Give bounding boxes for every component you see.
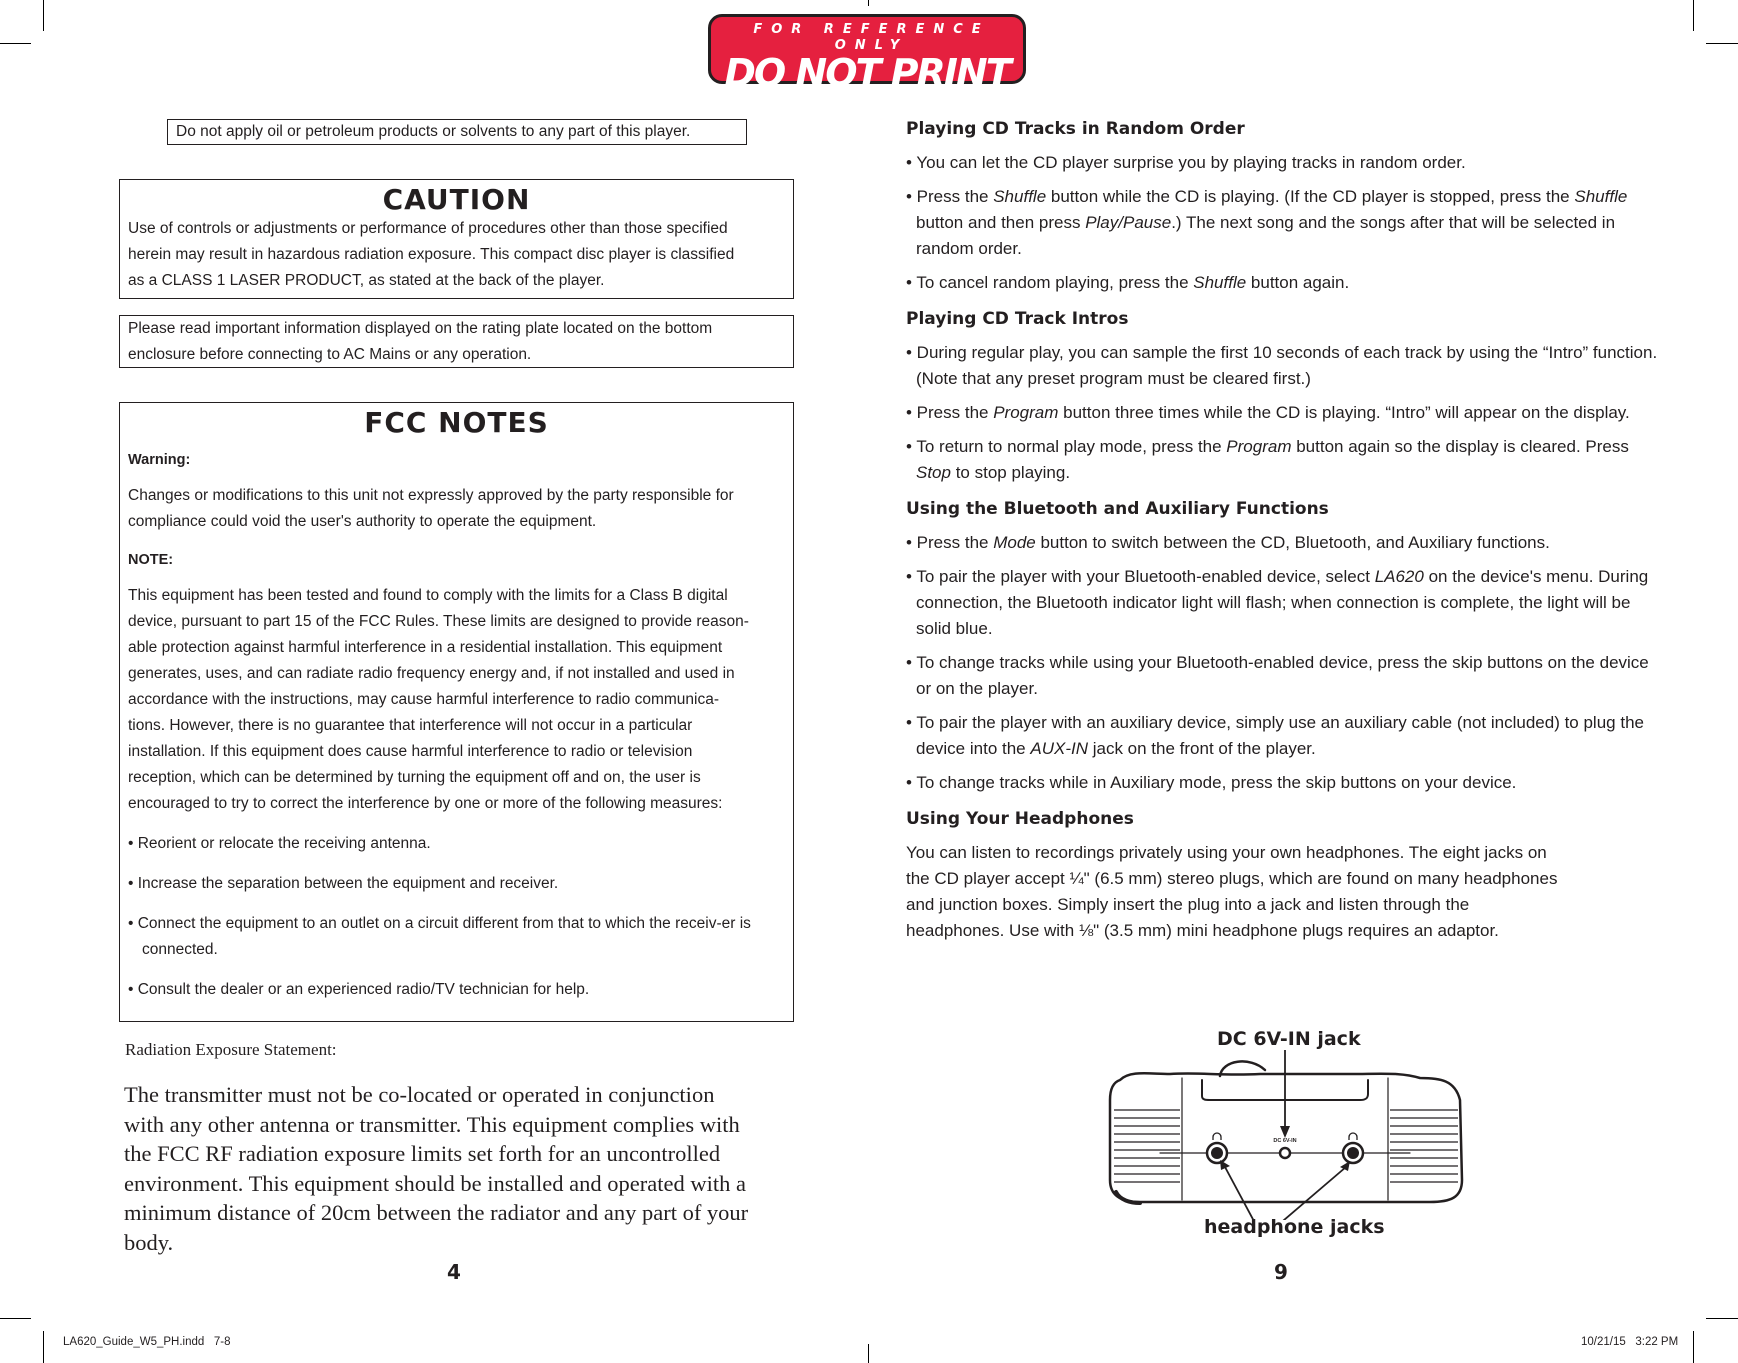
dc-in-jack [1280,1148,1290,1158]
bullet-item: • To pair the player with an auxiliary device, simply use an auxiliary cable (not included) to plug the device into the AUX-IN jack on the front of the player. [906,713,1644,758]
caution-line: herein may result in hazardous radiation exposure. This compact disc player is classified [128,246,735,263]
headphone-jack-left [1207,1143,1227,1163]
radiation-line: minimum distance of 20cm between the radiator and any part of your [124,1200,749,1225]
headphone-jacks-label: headphone jacks [1204,1216,1385,1238]
headphones-line: headphones. Use with ⅛" (3.5 mm) mini headphone plugs requires an adaptor. [906,921,1499,940]
fcc-title: FCC NOTES [364,406,549,439]
section-heading: Playing CD Track Intros [906,309,1129,329]
section-random-order [906,150,1666,296]
crop-mark [0,43,31,44]
do-not-print-banner [708,14,1026,95]
banner-main-line: DO NOT PRINT [724,51,1010,95]
bullet-item: • You can let the CD player surprise you by playing tracks in random order. [906,153,1466,172]
fcc-note-line: accordance with the instructions, may cause harmful interference to radio communica- [128,691,719,708]
page-number-right: 9 [1274,1260,1288,1284]
section-heading: Using Your Headphones [906,809,1134,829]
fcc-measure: • Consult the dealer or an experienced radio/TV technician for help. [128,981,590,998]
fcc-warning-label: Warning: [128,452,191,468]
caution-line: Use of controls or adjustments or performance of procedures other than those specified [128,220,728,237]
dc-in-panel-label: DC 6V-IN [1273,1138,1297,1144]
slug-timestamp: 10/21/15 3:22 PM [1581,1336,1679,1348]
bullet-item: • To cancel random playing, press the Shuffle button again. [906,273,1350,292]
headphones-line: and junction boxes. Simply insert the plug into a jack and listen through the [906,895,1470,914]
crop-mark [1693,0,1694,31]
slug-filename: LA620_Guide_W5_PH.indd 7-8 [63,1336,231,1348]
bullet-item: • Press the Mode button to switch between the CD, Bluetooth, and Auxiliary functions. [906,533,1550,552]
emphasis: Mode [993,533,1036,552]
page-number-left: 4 [447,1260,461,1284]
radiation-line: body. [124,1229,174,1255]
fcc-warning-line: compliance could void the user's authority to operate the equipment. [128,513,597,530]
fcc-note-line: installation. If this equipment does cause harmful interference to radio or television [128,743,693,760]
fcc-notes-box [119,402,794,1022]
fcc-note-label: NOTE: [128,552,174,568]
caution-box [119,179,794,299]
section-heading: Using the Bluetooth and Auxiliary Functions [906,499,1329,519]
emphasis: AUX-IN [1030,739,1088,758]
radiation-heading: Radiation Exposure Statement: [125,1040,337,1059]
bullet-item: • Press the Program button three times while the CD is playing. “Intro” will appear on the display. [906,403,1630,422]
crop-mark [0,1318,31,1319]
crop-mark [43,0,44,31]
fcc-measure: • Reorient or relocate the receiving antenna. [128,835,431,852]
crop-mark [868,0,869,6]
radiation-line: the FCC RF radiation exposure limits set forth for an uncontrolled [124,1141,721,1166]
fcc-warning-line: Changes or modifications to this unit not expressly approved by the party responsible for [128,487,734,504]
emphasis: Shuffle [1574,187,1628,206]
oil-notice-text: Do not apply oil or petroleum products or solvents to any part of this player. [176,123,691,140]
headphone-icon [1213,1133,1221,1140]
banner-top-line: FOR REFERENCE ONLY [753,22,990,53]
fcc-note-line: This equipment has been tested and found to comply with the limits for a Class B digital [128,587,728,604]
radiation-statement [124,1080,804,1257]
caution-line: as a CLASS 1 LASER PRODUCT, as stated at the back of the player. [128,272,605,289]
bullet-item: • To change tracks while using your Bluetooth-enabled device, press the skip buttons on the device or on the player. [906,653,1649,698]
emphasis: Program [993,403,1059,422]
bullet-item: • To return to normal play mode, press the Program button again so the display is cleared. Press Stop to stop playing. [906,437,1629,482]
radiation-line: with any other antenna or transmitter. This equipment complies with [124,1111,740,1137]
bullet-item: • During regular play, you can sample the first 10 seconds of each track by using the “Intro” function. (Note that any preset program must be cleared first.) [906,343,1658,388]
fcc-note-line: device, pursuant to part 15 of the FCC Rules. These limits are designed to provide reason- [128,613,749,630]
headphone-jack-right [1343,1143,1363,1163]
cd-player-rear-diagram [1100,1050,1470,1220]
right-column [906,118,1666,944]
caution-title: CAUTION [382,183,531,216]
fcc-measure: • Connect the equipment to an outlet on a circuit different from that to which the receiv-er is connected. [128,915,751,958]
oil-notice-box [167,119,747,145]
fcc-note-line: encouraged to try to correct the interference by one or more of the following measures: [128,795,723,812]
emphasis: Shuffle [1193,273,1247,292]
section-track-intros [906,340,1666,486]
rating-plate-line: enclosure before connecting to AC Mains or any operation. [128,346,532,363]
emphasis: Shuffle [993,187,1047,206]
bullet-item: • To pair the player with your Bluetooth-enabled device, select LA620 on the device's menu. During connection, the Bluetooth indicator light will flash; when connection is complete, the light will be solid blue. [906,567,1649,638]
bullet-item: • Press the Shuffle button while the CD is playing. (If the CD player is stopped, press the Shuffle button and then press Play/Pause.) The next song and the songs after that will be selected in random order. [906,187,1628,258]
fcc-note-line: reception, which can be determined by turning the equipment off and on, the user is [128,769,701,786]
dc-jack-label: DC 6V-IN jack [1217,1028,1361,1050]
emphasis: Stop [916,463,951,482]
rating-plate-line: Please read important information displayed on the rating plate located on the bottom [128,320,713,337]
crop-mark [43,1331,44,1363]
radiation-line: environment. This equipment should be installed and operated with a [124,1170,746,1196]
crop-mark [1693,1331,1694,1363]
bullet-item: • To change tracks while in Auxiliary mode, press the skip buttons on your device. [906,773,1517,792]
fcc-measure: • Increase the separation between the equipment and receiver. [128,875,559,892]
section-heading: Playing CD Tracks in Random Order [906,119,1245,139]
fcc-note-line: tions. However, there is no guarantee that interference will not occur in a particular [128,717,693,734]
radiation-line: The transmitter must not be co-located or operated in conjunction [124,1082,715,1107]
emphasis: Play/Pause [1085,213,1172,232]
fcc-note-line: generates, uses, and can radiate radio frequency energy and, if not installed and used in [128,665,735,682]
crop-mark [868,1344,869,1363]
emphasis: Program [1226,437,1292,456]
headphones-line: You can listen to recordings privately using your own headphones. The eight jacks on [906,843,1547,862]
crop-mark [1706,1318,1738,1319]
fcc-note-line: able protection against harmful interference in a residential installation. This equipment [128,639,723,656]
section-headphones-body [906,840,1666,944]
crop-mark [1706,43,1738,44]
rating-plate-box [119,315,794,368]
headphone-icon [1349,1133,1357,1140]
section-bluetooth-aux [906,530,1666,796]
emphasis: LA620 [1374,567,1424,586]
headphones-line: the CD player accept ¼" (6.5 mm) stereo plugs, which are found on many headphones [906,869,1558,888]
